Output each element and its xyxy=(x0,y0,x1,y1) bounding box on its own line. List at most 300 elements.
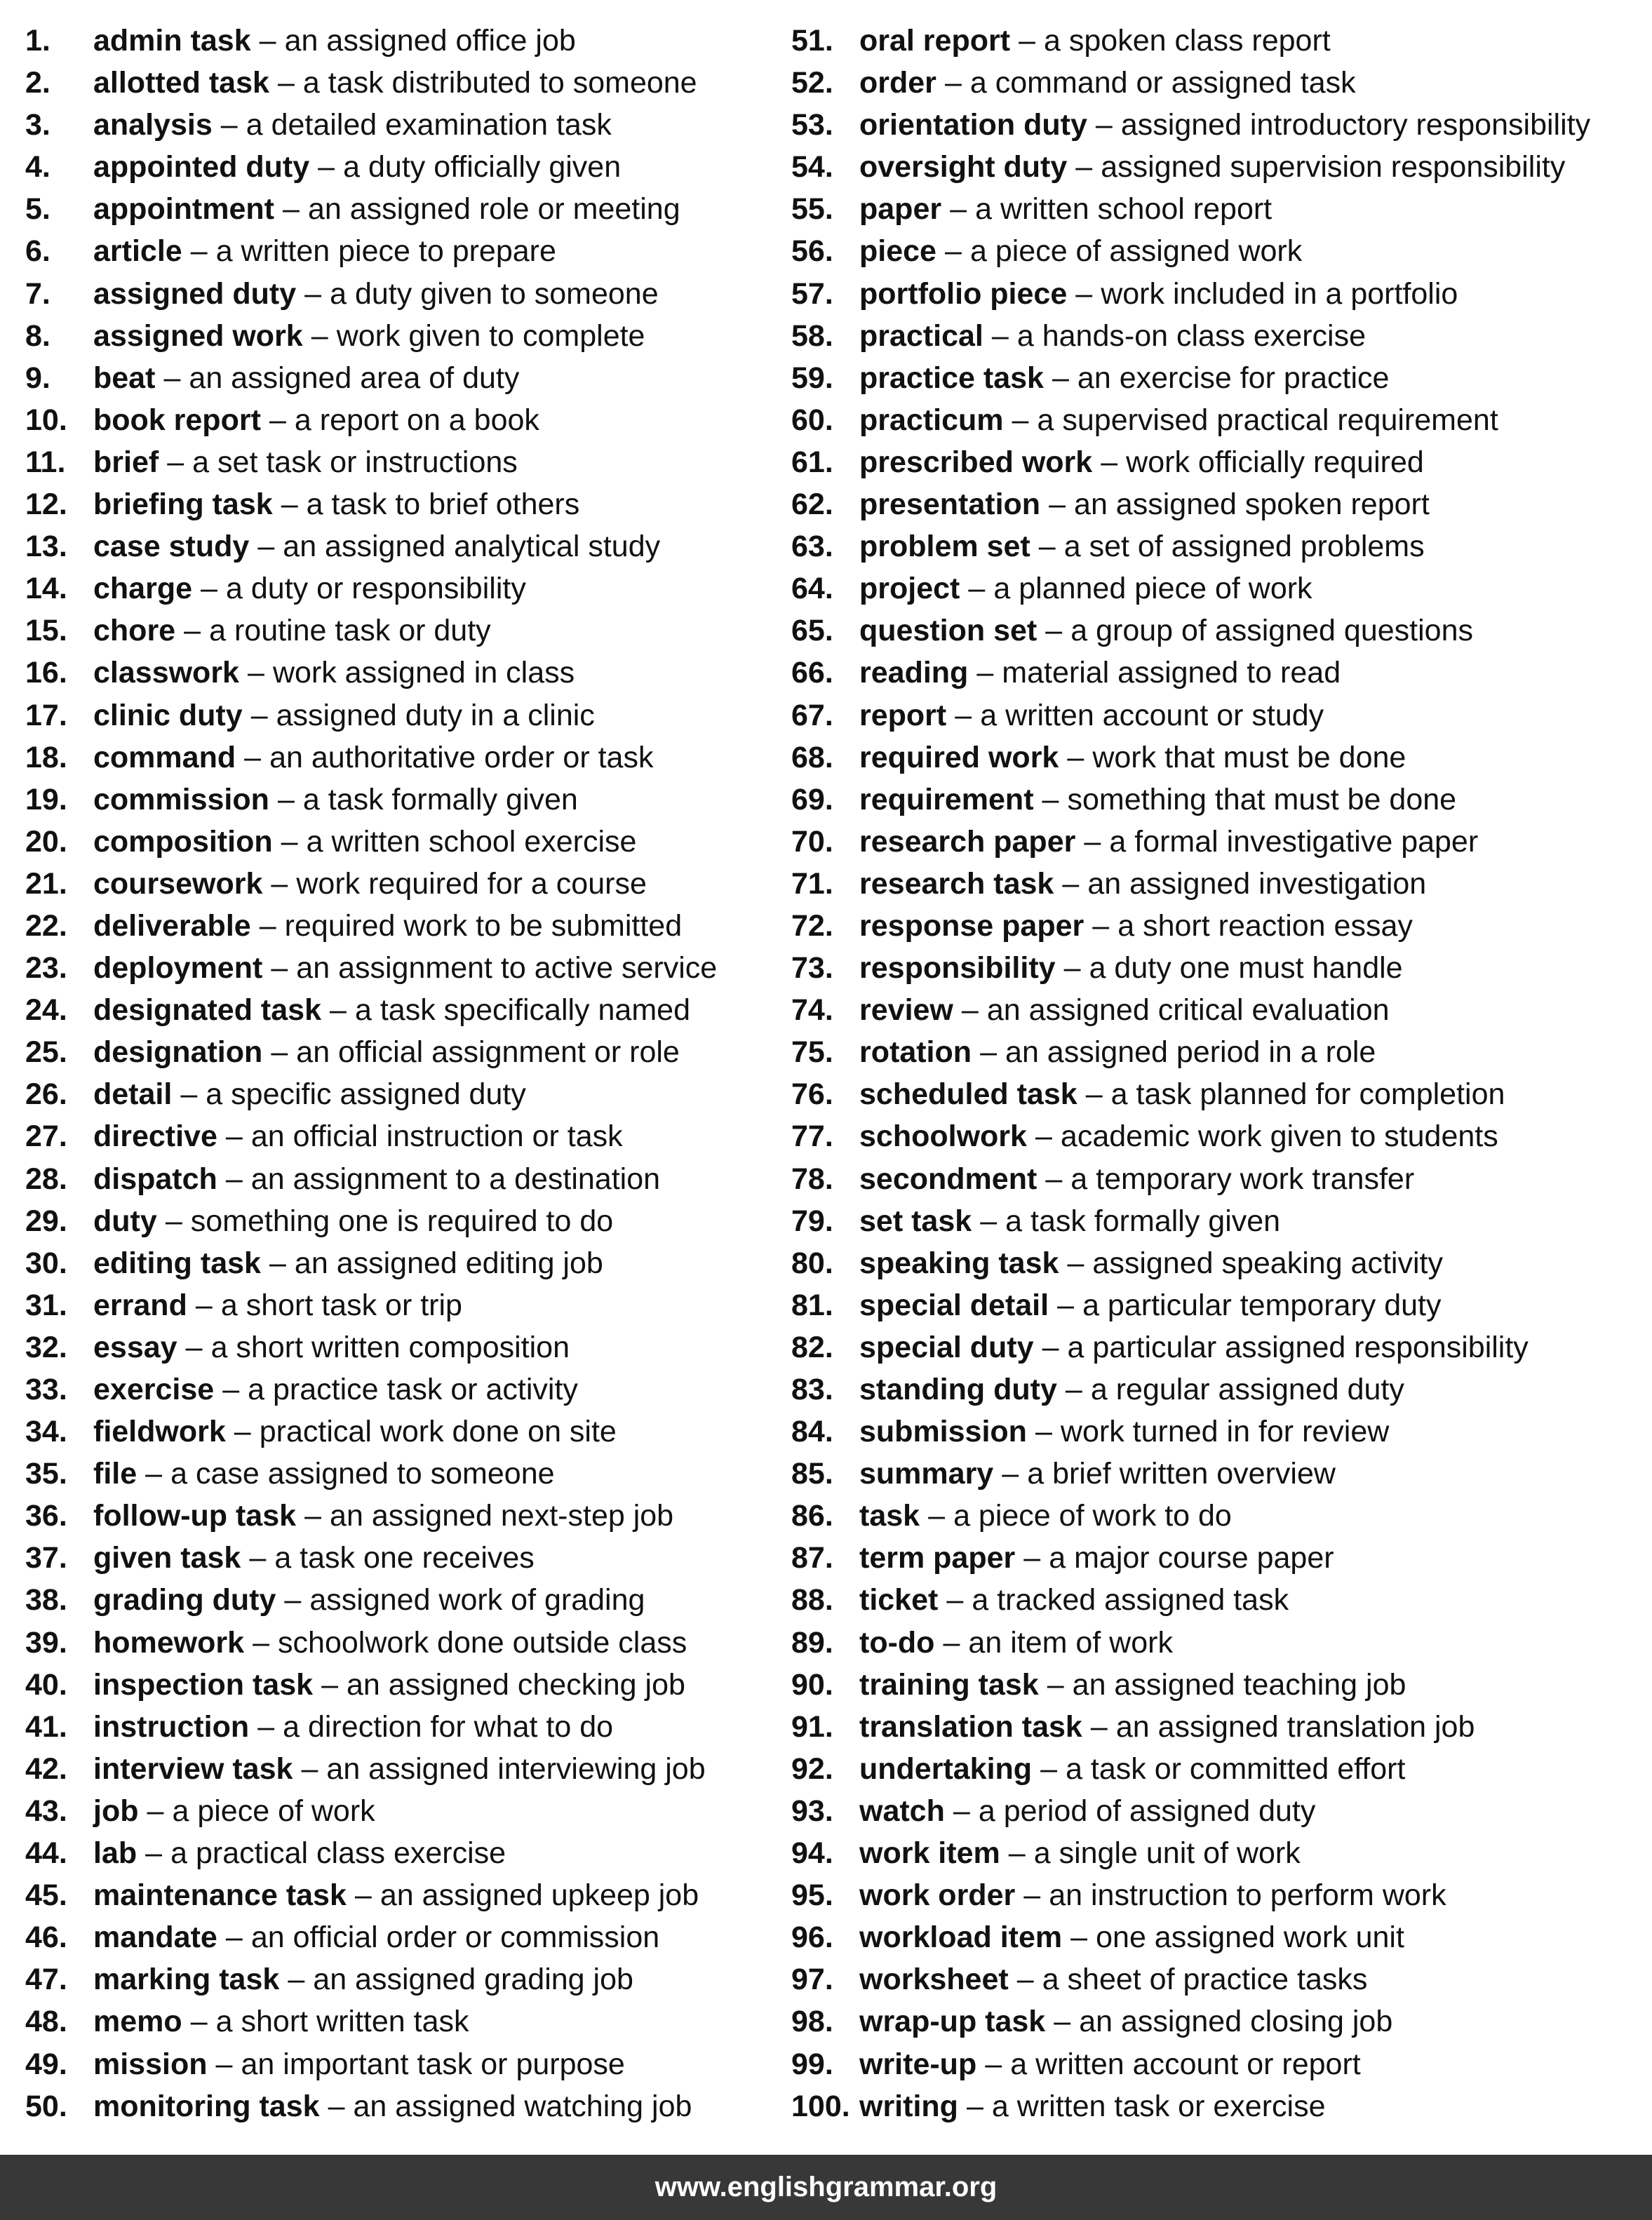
item-number: 54. xyxy=(791,150,833,184)
item-word: review xyxy=(859,993,953,1028)
list-item xyxy=(25,1284,776,1326)
item-separator: – xyxy=(1084,824,1101,859)
item-separator: – xyxy=(966,2089,983,2123)
item-word: errand xyxy=(93,1288,187,1322)
item-definition: a practical class exercise xyxy=(170,1836,506,1871)
list-item xyxy=(791,2085,1644,2127)
item-number: 45. xyxy=(25,1878,67,1913)
list-item xyxy=(25,1158,776,1200)
item-word: allotted task xyxy=(93,66,269,100)
item-separator: – xyxy=(1035,1119,1052,1154)
item-separator: – xyxy=(991,318,1009,353)
item-number: 3. xyxy=(25,108,51,142)
item-separator: – xyxy=(234,1415,251,1449)
item-word: summary xyxy=(859,1457,994,1491)
item-word: piece xyxy=(859,234,936,269)
list-item xyxy=(25,652,776,694)
list-item xyxy=(25,1748,776,1790)
item-separator: – xyxy=(145,1457,163,1491)
item-definition: a case assigned to someone xyxy=(170,1457,555,1491)
item-definition: a direction for what to do xyxy=(283,1709,614,1744)
item-word: responsibility xyxy=(859,951,1056,985)
item-definition: a written account or report xyxy=(1010,2047,1361,2081)
item-number: 57. xyxy=(791,276,833,311)
item-definition: an assigned grading job xyxy=(313,1963,633,1997)
item-definition: assigned duty in a clinic xyxy=(276,698,595,732)
item-word: assigned duty xyxy=(93,276,297,311)
item-word: work order xyxy=(859,1878,1016,1913)
list-item xyxy=(791,146,1644,188)
item-definition: an assigned closing job xyxy=(1079,2005,1393,2039)
list-item xyxy=(25,1073,776,1115)
item-word: translation task xyxy=(859,1709,1082,1744)
item-definition: a set of assigned problems xyxy=(1063,530,1425,564)
item-separator: – xyxy=(953,1794,970,1828)
item-number: 58. xyxy=(791,318,833,353)
item-number: 21. xyxy=(25,866,67,901)
item-number: 19. xyxy=(25,782,67,816)
list-item xyxy=(25,1790,776,1832)
item-definition: an assigned investigation xyxy=(1087,866,1427,901)
item-separator: – xyxy=(1090,1709,1108,1744)
list-item xyxy=(791,1158,1644,1200)
item-number: 56. xyxy=(791,234,833,269)
item-number: 46. xyxy=(25,1920,67,1955)
item-number: 26. xyxy=(25,1077,67,1112)
list-item xyxy=(25,947,776,989)
item-separator: – xyxy=(1008,1836,1026,1871)
item-definition: assigned supervision responsibility xyxy=(1101,150,1566,184)
item-number: 81. xyxy=(791,1288,833,1322)
item-word: chore xyxy=(93,614,176,648)
item-word: paper xyxy=(859,192,942,227)
item-word: write-up xyxy=(859,2047,977,2081)
item-separator: – xyxy=(1045,1162,1063,1196)
item-word: duty xyxy=(93,1204,157,1238)
list-item xyxy=(25,2000,776,2043)
item-word: research paper xyxy=(859,824,1076,859)
item-number: 61. xyxy=(791,445,833,479)
item-separator: – xyxy=(950,192,967,227)
item-separator: – xyxy=(257,1709,275,1744)
item-definition: an exercise for practice xyxy=(1077,361,1390,395)
item-number: 37. xyxy=(25,1541,67,1575)
item-separator: – xyxy=(190,2005,208,2039)
list-item xyxy=(791,1031,1644,1073)
item-word: undertaking xyxy=(859,1751,1033,1786)
item-number: 77. xyxy=(791,1119,833,1154)
item-word: clinic duty xyxy=(93,698,243,732)
item-separator: – xyxy=(321,1667,338,1702)
item-separator: – xyxy=(222,1373,240,1406)
item-number: 89. xyxy=(791,1625,833,1660)
list-item xyxy=(791,2000,1644,2043)
item-separator: – xyxy=(1092,908,1110,943)
list-item xyxy=(791,399,1644,441)
item-definition: an assigned spoken report xyxy=(1074,487,1430,522)
item-definition: a report on a book xyxy=(294,403,539,437)
item-separator: – xyxy=(1063,951,1081,985)
item-definition: work officially required xyxy=(1126,445,1424,479)
item-number: 11. xyxy=(25,445,66,479)
item-word: standing duty xyxy=(859,1373,1057,1406)
item-definition: a task distributed to someone xyxy=(302,66,697,100)
item-word: editing task xyxy=(93,1246,261,1280)
item-number: 91. xyxy=(791,1709,833,1744)
item-definition: a written piece to prepare xyxy=(215,234,556,269)
item-separator: – xyxy=(311,318,328,353)
item-word: term paper xyxy=(859,1541,1016,1575)
item-number: 8. xyxy=(25,318,51,353)
item-definition: a duty officially given xyxy=(343,150,622,184)
item-separator: – xyxy=(1019,24,1035,58)
list-item xyxy=(25,1242,776,1284)
item-word: oral report xyxy=(859,24,1011,58)
item-separator: – xyxy=(1075,150,1093,184)
item-definition: work that must be done xyxy=(1092,740,1406,774)
list-item xyxy=(791,1664,1644,1706)
list-item xyxy=(791,441,1644,483)
item-word: assigned work xyxy=(93,318,303,353)
item-separator: – xyxy=(1049,487,1066,522)
item-word: maintenance task xyxy=(93,1878,347,1913)
item-separator: – xyxy=(271,951,288,985)
list-item xyxy=(791,863,1644,905)
item-separator: – xyxy=(215,2047,233,2081)
item-separator: – xyxy=(928,1499,946,1533)
item-separator: – xyxy=(1038,530,1056,564)
item-word: orientation duty xyxy=(859,108,1087,142)
item-definition: a particular temporary duty xyxy=(1082,1288,1442,1322)
item-definition: an assignment to a destination xyxy=(250,1162,661,1196)
item-number: 22. xyxy=(25,908,67,943)
item-word: project xyxy=(859,572,960,606)
list-item xyxy=(25,989,776,1031)
item-word: writing xyxy=(859,2089,958,2123)
item-separator: – xyxy=(1042,1330,1059,1364)
item-number: 47. xyxy=(25,1963,67,1997)
item-word: to-do xyxy=(859,1625,935,1660)
item-definition: a formal investigative paper xyxy=(1109,824,1479,859)
item-separator: – xyxy=(1023,1541,1041,1575)
item-word: submission xyxy=(859,1415,1027,1449)
item-word: memo xyxy=(93,2005,182,2039)
list-item xyxy=(25,441,776,483)
item-definition: a written account or study xyxy=(980,698,1324,732)
item-word: lab xyxy=(93,1836,137,1871)
item-number: 97. xyxy=(791,1963,833,1997)
list-item xyxy=(25,315,776,357)
item-definition: an assigned area of duty xyxy=(189,361,520,395)
item-word: prescribed work xyxy=(859,445,1093,479)
item-word: secondment xyxy=(859,1162,1037,1196)
item-separator: – xyxy=(1016,1963,1034,1997)
item-number: 25. xyxy=(25,1035,67,1070)
list-item xyxy=(791,483,1644,525)
item-definition: a short written composition xyxy=(210,1330,570,1364)
list-item xyxy=(25,1031,776,1073)
item-number: 35. xyxy=(25,1457,67,1491)
item-number: 92. xyxy=(791,1751,833,1786)
list-item xyxy=(25,357,776,399)
item-separator: – xyxy=(250,698,268,732)
list-item xyxy=(25,2085,776,2127)
list-item xyxy=(25,20,776,62)
item-number: 85. xyxy=(791,1457,833,1491)
item-number: 66. xyxy=(791,656,833,690)
item-word: rotation xyxy=(859,1035,972,1070)
word-list xyxy=(0,20,1652,2124)
list-item xyxy=(25,736,776,779)
item-number: 76. xyxy=(791,1077,833,1112)
item-definition: academic work given to students xyxy=(1060,1119,1498,1154)
item-separator: – xyxy=(1067,740,1084,774)
item-separator: – xyxy=(945,234,962,269)
item-word: problem set xyxy=(859,530,1030,564)
item-definition: work assigned in class xyxy=(272,656,575,690)
item-number: 31. xyxy=(25,1288,67,1322)
list-item xyxy=(791,1284,1644,1326)
item-definition: assigned work of grading xyxy=(309,1583,645,1617)
item-number: 72. xyxy=(791,908,833,943)
item-separator: – xyxy=(980,1204,998,1238)
item-separator: – xyxy=(328,2089,345,2123)
item-number: 71. xyxy=(791,866,833,901)
list-item xyxy=(25,1200,776,1242)
item-definition: a task or committed effort xyxy=(1066,1751,1406,1786)
item-number: 49. xyxy=(25,2047,67,2081)
item-word: appointed duty xyxy=(93,150,310,184)
list-item xyxy=(791,1495,1644,1537)
item-separator: – xyxy=(1035,1415,1052,1449)
item-definition: practical work done on site xyxy=(259,1415,617,1449)
item-separator: – xyxy=(167,445,184,479)
item-definition: a task specifically named xyxy=(354,993,690,1028)
item-definition: an authoritative order or task xyxy=(269,740,654,774)
list-item xyxy=(25,1958,776,2000)
item-word: admin task xyxy=(93,24,251,58)
item-word: commission xyxy=(93,782,269,816)
item-word: mandate xyxy=(93,1920,217,1955)
item-definition: a tracked assigned task xyxy=(972,1583,1289,1617)
list-item xyxy=(791,357,1644,399)
item-word: brief xyxy=(93,445,159,479)
list-item xyxy=(25,694,776,736)
list-item xyxy=(25,1664,776,1706)
item-number: 34. xyxy=(25,1415,67,1449)
item-number: 100. xyxy=(791,2089,850,2123)
item-definition: a single unit of work xyxy=(1033,1836,1301,1871)
list-item xyxy=(791,20,1644,62)
item-number: 48. xyxy=(25,2005,67,2039)
list-item xyxy=(25,230,776,272)
item-number: 52. xyxy=(791,66,833,100)
item-number: 82. xyxy=(791,1330,833,1364)
item-separator: – xyxy=(147,1794,164,1828)
item-definition: a task formally given xyxy=(1005,1204,1281,1238)
list-item xyxy=(25,146,776,188)
item-number: 96. xyxy=(791,1920,833,1955)
list-item xyxy=(791,525,1644,567)
item-definition: work included in a portfolio xyxy=(1101,276,1458,311)
item-separator: – xyxy=(244,740,262,774)
list-item xyxy=(791,652,1644,694)
item-word: composition xyxy=(93,824,273,859)
item-separator: – xyxy=(330,993,347,1028)
item-number: 64. xyxy=(791,572,833,606)
list-item xyxy=(25,821,776,863)
item-number: 44. xyxy=(25,1836,67,1871)
item-separator: – xyxy=(201,572,217,606)
list-item xyxy=(25,610,776,652)
list-item xyxy=(791,610,1644,652)
list-item xyxy=(791,1200,1644,1242)
item-definition: a spoken class report xyxy=(1044,24,1331,58)
item-number: 90. xyxy=(791,1667,833,1702)
item-separator: – xyxy=(269,403,286,437)
item-separator: – xyxy=(1067,1246,1084,1280)
item-definition: an assigned checking job xyxy=(347,1667,685,1702)
list-item xyxy=(25,273,776,315)
item-number: 50. xyxy=(25,2089,67,2123)
item-number: 60. xyxy=(791,403,833,437)
item-word: required work xyxy=(859,740,1059,774)
list-item xyxy=(791,779,1644,821)
item-word: order xyxy=(859,66,936,100)
item-number: 65. xyxy=(791,614,833,648)
item-separator: – xyxy=(943,1625,960,1660)
item-word: command xyxy=(93,740,236,774)
item-number: 43. xyxy=(25,1794,67,1828)
list-item xyxy=(791,1073,1644,1115)
item-number: 84. xyxy=(791,1415,833,1449)
list-item xyxy=(791,905,1644,947)
item-definition: a routine task or duty xyxy=(209,614,491,648)
item-word: watch xyxy=(859,1794,945,1828)
item-number: 73. xyxy=(791,951,833,985)
item-word: task xyxy=(859,1499,920,1533)
item-word: requirement xyxy=(859,782,1034,816)
item-number: 5. xyxy=(25,192,51,227)
item-definition: a period of assigned duty xyxy=(978,1794,1316,1828)
item-number: 87. xyxy=(791,1541,833,1575)
item-definition: something one is required to do xyxy=(190,1204,614,1238)
item-number: 16. xyxy=(25,656,67,690)
item-word: case study xyxy=(93,530,250,564)
list-item xyxy=(25,1537,776,1579)
item-definition: an assigned upkeep job xyxy=(380,1878,699,1913)
item-number: 41. xyxy=(25,1709,67,1744)
item-definition: assigned speaking activity xyxy=(1092,1246,1443,1280)
list-item xyxy=(791,694,1644,736)
item-word: homework xyxy=(93,1625,245,1660)
item-number: 80. xyxy=(791,1246,833,1280)
list-item xyxy=(791,1748,1644,1790)
item-number: 4. xyxy=(25,150,51,184)
item-word: deliverable xyxy=(93,908,251,943)
item-number: 83. xyxy=(791,1373,833,1406)
item-definition: an official order or commission xyxy=(250,1920,660,1955)
item-number: 88. xyxy=(791,1583,833,1617)
item-definition: a piece of assigned work xyxy=(969,234,1303,269)
item-definition: an item of work xyxy=(968,1625,1173,1660)
item-number: 24. xyxy=(25,993,67,1028)
item-number: 2. xyxy=(25,66,51,100)
item-separator: – xyxy=(1052,361,1069,395)
item-definition: material assigned to read xyxy=(1002,656,1341,690)
item-separator: – xyxy=(1065,1373,1082,1406)
list-item xyxy=(25,1832,776,1874)
item-word: inspection task xyxy=(93,1667,314,1702)
item-definition: a task one receives xyxy=(274,1541,535,1575)
item-separator: – xyxy=(225,1920,243,1955)
item-definition: a duty one must handle xyxy=(1089,951,1403,985)
list-item xyxy=(25,1579,776,1621)
item-separator: – xyxy=(281,824,298,859)
item-separator: – xyxy=(180,1077,198,1112)
item-separator: – xyxy=(259,908,276,943)
item-definition: an assigned teaching job xyxy=(1072,1667,1406,1702)
item-definition: a detailed examination task xyxy=(246,108,612,142)
item-separator: – xyxy=(1075,276,1093,311)
item-number: 79. xyxy=(791,1204,833,1238)
item-number: 13. xyxy=(25,530,67,564)
item-separator: – xyxy=(301,1751,318,1786)
item-separator: – xyxy=(185,1330,203,1364)
list-item xyxy=(25,779,776,821)
item-number: 98. xyxy=(791,2005,833,2039)
item-word: monitoring task xyxy=(93,2089,320,2123)
item-separator: – xyxy=(944,66,962,100)
list-item xyxy=(791,989,1644,1031)
item-separator: – xyxy=(1042,782,1059,816)
footer-bar xyxy=(0,2155,1652,2220)
item-definition: one assigned work unit xyxy=(1096,1920,1404,1955)
item-number: 36. xyxy=(25,1499,67,1533)
list-item xyxy=(25,188,776,230)
item-word: fieldwork xyxy=(93,1415,226,1449)
list-item xyxy=(791,1916,1644,1958)
item-number: 74. xyxy=(791,993,833,1028)
item-word: designated task xyxy=(93,993,321,1028)
item-definition: a brief written overview xyxy=(1027,1457,1336,1491)
item-word: analysis xyxy=(93,108,213,142)
list-item xyxy=(791,273,1644,315)
item-definition: an assigned analytical study xyxy=(283,530,661,564)
item-number: 17. xyxy=(25,698,67,732)
item-separator: – xyxy=(1062,866,1080,901)
item-definition: an assigned next-step job xyxy=(330,1499,674,1533)
item-word: coursework xyxy=(93,866,263,901)
item-word: wrap-up task xyxy=(859,2005,1046,2039)
item-word: detail xyxy=(93,1077,173,1112)
list-item xyxy=(25,1115,776,1157)
item-definition: an important task or purpose xyxy=(241,2047,625,2081)
item-word: mission xyxy=(93,2047,208,2081)
item-definition: a written task or exercise xyxy=(991,2089,1326,2123)
item-word: speaking task xyxy=(859,1246,1059,1280)
item-definition: a written school report xyxy=(975,192,1272,227)
list-item xyxy=(25,863,776,905)
footer-url[interactable]: www.englishgrammar.org xyxy=(654,2172,998,2202)
word-list-column-right xyxy=(791,20,1644,2127)
item-number: 86. xyxy=(791,1499,833,1533)
word-list-column-left xyxy=(25,20,776,2127)
item-separator: – xyxy=(985,2047,1002,2081)
item-separator: – xyxy=(304,276,322,311)
item-word: directive xyxy=(93,1119,217,1154)
item-definition: an assigned editing job xyxy=(294,1246,603,1280)
